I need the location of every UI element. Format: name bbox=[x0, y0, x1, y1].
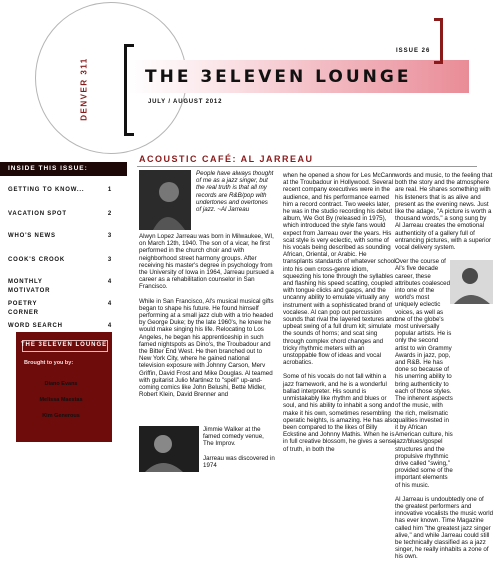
toc-item[interactable] bbox=[8, 322, 112, 331]
toc-item-page: 4 bbox=[107, 301, 112, 307]
intro-quote-text: People have always thought of me as a jazz singer, but the real truth is that all my records are R&B/pop with undertones and overtones of jazz. ~Al Jarreau bbox=[196, 170, 274, 214]
toc-item[interactable] bbox=[8, 210, 112, 219]
toc-item-label: MONTHLY MOTIVATOR bbox=[8, 279, 51, 294]
paragraph: Some of his vocals do not fall within a jazz framework, and he is a wonderful ballad interpreter. His sound is unmistakably like rhythm and blues or soul, and his ability to inhabit a song and make it his own, sometimes resembling operatic heights, is amazing. He has also been compared to the likes of Billy Eckstine and Johnny Mathis. When he is in full creative blossom, he gives a sense of truth, in both the bbox=[283, 373, 396, 453]
photo-3-graphic bbox=[450, 260, 493, 304]
sponsor-name: Melissa Maestas bbox=[39, 397, 83, 403]
paragraph: words and music, to the feeling that both the story and the atmosphere are real. He shares something with his listeners that is as alive and present as the evening news. Just like the adage, "A picture is worth a thousand words," a song sung by Al Jarreau creates the emotional authenticity of a gallery full of entrancing pictures, with a superior vocal delivery system. bbox=[395, 172, 493, 252]
article-column-1-tail bbox=[203, 426, 275, 476]
toc-item-label: POETRY CORNER bbox=[8, 301, 39, 316]
toc-item[interactable] bbox=[8, 256, 112, 265]
toc-item-label: VACATION SPOT bbox=[8, 211, 67, 217]
inside-this-issue-bar bbox=[0, 162, 127, 176]
toc-item-page: 4 bbox=[107, 323, 112, 329]
article-column-2 bbox=[283, 172, 398, 460]
jarreau-photo-2 bbox=[139, 426, 199, 472]
paragraph: Al Jarreau is undoubtedly one of the greatest performers and innovative vocalists the music world has ever known. Time Magazine called him "the greatest jazz singer alive," and while Jarreau could still be technically classified as a jazz singer, he really inhabits a zone of his own. bbox=[395, 495, 494, 561]
paragraph: While in San Francisco, Al's musical musical gifts began to shape his future. He found himself performing at a small jazz club with a trio headed by George Duke; by the late 1960's, he knew he would make singing his life. Relocating to Los Angeles, he began his apprenticeship in such famed nightspots as Dino's, the Troubadour and the Bitter End West. He then branched out to New York City, where he gained national television exposure with Johnny Carson, Merv Griffin, David Frost and Mike Douglas. Al teamed with guitarist Julio Martinez to "spell" up-and-coming comics like John Belushi, Bette Midler, Robert Klein, David Brenner and bbox=[139, 297, 274, 399]
toc-item-label: WORD SEARCH bbox=[8, 323, 63, 329]
inside-this-issue-label: INSIDE THIS ISSUE: bbox=[8, 165, 88, 172]
venue-name: DENVER 311 bbox=[79, 57, 89, 121]
sponsor-name: Kim Generous bbox=[42, 413, 80, 419]
newsletter-title: THE 3ELEVEN LOUNGE bbox=[145, 67, 412, 87]
paragraph: Jarreau was discovered in 1974 bbox=[203, 454, 275, 469]
toc-item-page: 3 bbox=[107, 233, 112, 239]
photo-2-graphic bbox=[139, 426, 199, 472]
paragraph: Alwyn Lopez Jarreau was born in Milwaukee, WI, on March 12th, 1940. The son of a vicar, he first performed in the church choir and with neighborhood street harmony groups. After receiving his master's degree in psychology from the University of Iowa in 1964, Jarreau pursued a career as a rehabilitation counselor in San Francisco. bbox=[139, 233, 274, 291]
toc-item-page: 2 bbox=[107, 211, 112, 217]
issue-number: ISSUE 26 bbox=[396, 48, 431, 54]
jarreau-photo-1 bbox=[139, 170, 191, 230]
title-rule bbox=[137, 166, 477, 167]
toc-item-page: 1 bbox=[107, 187, 112, 193]
photo-1-graphic bbox=[139, 170, 191, 230]
toc-item[interactable] bbox=[8, 232, 112, 241]
jarreau-photo-3 bbox=[450, 260, 493, 304]
article-column-1 bbox=[139, 233, 275, 405]
brought-by-label: Brought to you by: bbox=[24, 360, 74, 366]
toc-item-label: COOK'S CROOK bbox=[8, 257, 66, 263]
toc-item[interactable] bbox=[8, 300, 112, 318]
toc-item-label: WHO'S NEWS bbox=[8, 233, 56, 239]
paragraph: Jimmie Walker at the famed comedy venue, The Improv. bbox=[203, 426, 264, 448]
article-title: ACOUSTIC CAFÉ: AL JARREAU bbox=[139, 154, 314, 164]
toc-item[interactable] bbox=[8, 278, 112, 296]
right-bracket bbox=[434, 18, 443, 64]
toc-item-label: GETTING TO KNOW... bbox=[8, 187, 85, 193]
venue-name-vertical bbox=[74, 44, 94, 134]
paragraph: Over the course of Al's five decade career, these attributes coalesced into one of the world's most uniquely eclectic voices, as well as one of the globe's most universally popular artists. He is only the second artist to win Grammy Awards in jazz, pop, and R&B. He has done so because of his unerring ability to bring authenticity to each of those styles. The inherent aspects of the music, with the rich, melismatic qualities invested in it by African American culture, his jazz/blues/gospel structures and the propulsive rhythmic drive called "swing," provided some of the important elements of his music. bbox=[395, 258, 453, 489]
article-column-3 bbox=[395, 172, 493, 568]
article-intro-quote bbox=[196, 170, 274, 213]
sponsor-name: Diano Evans bbox=[44, 381, 78, 387]
toc-item-page: 3 bbox=[107, 257, 112, 263]
toc-item[interactable] bbox=[8, 186, 112, 195]
sponsor-box-title: THE 3ELEVEN LOUNGE bbox=[20, 342, 108, 348]
toc-item-page: 4 bbox=[107, 279, 112, 285]
paragraph: when he opened a show for Les McCann at the Troubadour in Hollywood. Several recent company executives were in the audience, and his performance earned him a record contract. Two weeks later, he was in the studio recording his debut album, We Got By (released in 1975), which introduced the style fans would expect from Jarreau over the years. His scat style is very eclectic, with some of his vocals being described as sounding African, Oriental, or Arabic. He transplants standards of whatever school into his own cross-genre idiom, squeezing his tone through the syllables and flashing his speed scatting, coupled with tongue clicks and gasps, and the uncanny ability to emulate virtually any instrument with a sophisticated brand of vocalese. Al can pop out percussion sounds that rival the layered textures and upbeat swing of a full drum kit; simulate the sounds of horns; and scat sing through complex chord changes and tricky rhythmic meters with an unstoppable flow of ideas and vocal acrobatics. bbox=[283, 172, 397, 367]
issue-date: JULY / AUGUST 2012 bbox=[148, 99, 223, 105]
